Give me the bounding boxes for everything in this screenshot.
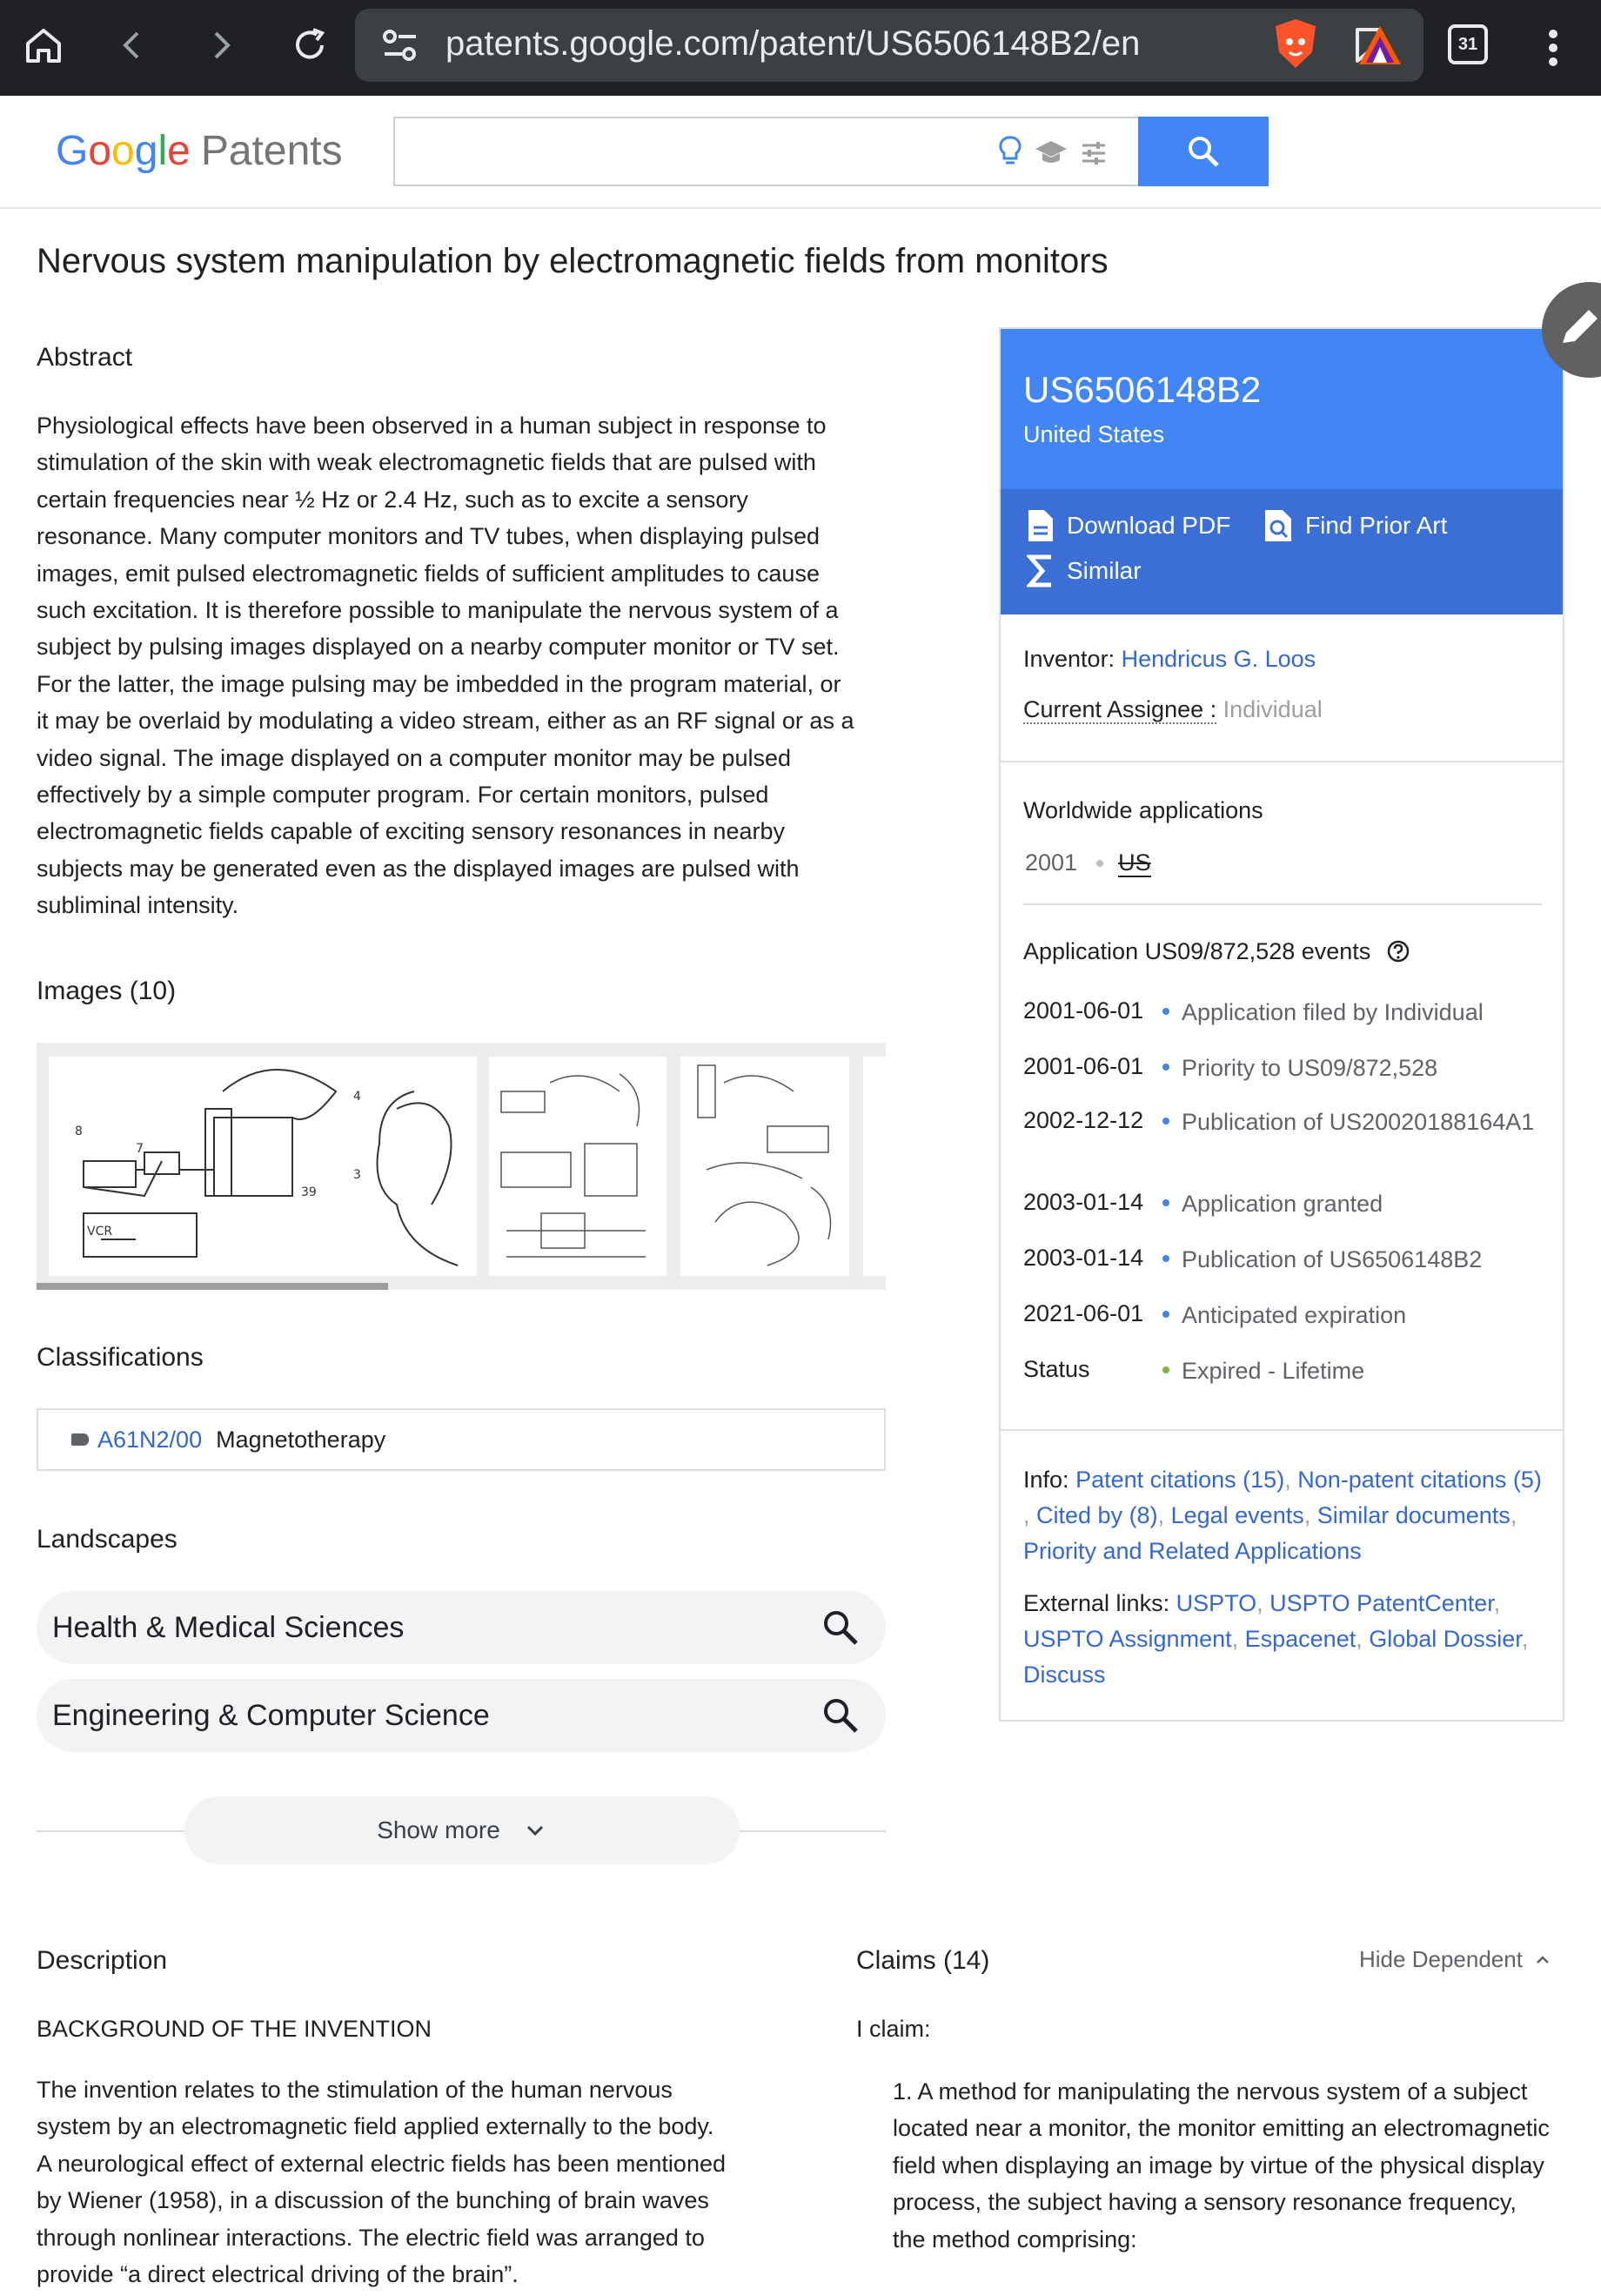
similar-button[interactable]: Similar	[1027, 554, 1142, 588]
uspto-patentcenter-link[interactable]: USPTO PatentCenter	[1269, 1590, 1494, 1616]
scholar-icon[interactable]	[1034, 139, 1068, 170]
description-paragraph: The invention relates to the stimulation of the human nervous system by an electromagnetic field applied externally to the body. A neurological effect of external electric fields has been mentioned by Wiener (1958), in a discussion of the bunching of brain waves through nonlinear interactions. The electric field was arranged to provide “a direct electrical driving of the brain”.	[37, 2077, 726, 2288]
similar-documents-link[interactable]: Similar documents	[1316, 1502, 1511, 1528]
claim-item: 1. A method for manipulating the nervous system of a subject located near a monitor, the monitor emitting an electromagnetic field when displaying an image by virtue of the physical display process, the subject having a sensory resonance frequency, the method comprising:	[893, 2078, 1550, 2252]
reload-icon[interactable]	[282, 17, 338, 73]
svg-text:4: 4	[353, 1090, 361, 1104]
menu-icon[interactable]	[1549, 30, 1559, 71]
worldwide-app-row[interactable]: 2001 US	[1025, 849, 1151, 876]
svg-text:3: 3	[353, 1168, 361, 1182]
landscapes-heading: Landscapes	[37, 1525, 178, 1554]
download-pdf-button[interactable]: Download PDF	[1027, 508, 1230, 543]
chevron-up-icon	[1533, 1953, 1552, 1967]
classification-label: Magnetotherapy	[216, 1426, 386, 1453]
svg-text:8: 8	[75, 1125, 83, 1138]
assignee-value: Individual	[1223, 696, 1323, 722]
home-icon[interactable]	[16, 17, 71, 73]
info-links: Info: Patent citations (15), Non-patent citations (5) , Cited by (8), Legal events, Similar documents, Priority and Related Applications	[1023, 1467, 1542, 1564]
search-button[interactable]	[1138, 117, 1269, 186]
images-heading: Images (10)	[37, 977, 177, 1005]
abstract-heading: Abstract	[37, 343, 133, 372]
prior-art-icon	[1263, 508, 1293, 543]
claims-intro: I claim:	[856, 2016, 931, 2042]
global-dossier-link[interactable]: Global Dossier	[1369, 1626, 1522, 1652]
card-actions	[1001, 489, 1563, 614]
card-header	[1001, 329, 1563, 489]
filter-icon[interactable]	[1081, 141, 1107, 170]
page-title: Nervous system manipulation by electromagnetic fields from monitors	[37, 242, 1109, 280]
google-patents-logo[interactable]: Google Patents	[56, 128, 343, 174]
description-subheading: BACKGROUND OF THE INVENTION	[37, 2016, 432, 2042]
patent-country: United States	[1023, 421, 1165, 447]
legal-events-link[interactable]: Legal events	[1170, 1502, 1304, 1528]
patent-summary-card: US6506148B2 United States Download PDF Find Prior Art Similar Inventor: Hendricus G. Loos Current Assignee : Individual Worldwide applications 2001 US Application US09/872,528 events 2001-06-01 Application filed by Individual 2001-06-01 Priority to US09/872,528 2002-12-12 Publication of US20020188164A1 2003-01-14 Application granted 2003-01-14 Publication of US6506148B2 2021-06-01 Anticipated expiration Status Expired - Lifetime Info: Patent citations (15), Non-patent citations (5) , Cited by (8), Legal events, Similar documents, Priority and Related Applications External links: USPTO, USPTO PatentCenter, USPTO Assignment, Espacenet, Global Dossier, Discuss	[999, 327, 1564, 1722]
assignee-row: Current Assignee : Individual	[1023, 696, 1323, 722]
non-patent-citations-link[interactable]: Non-patent citations (5)	[1297, 1467, 1542, 1493]
patent-drawing-thumbnail[interactable]	[49, 1057, 477, 1276]
classification-item	[37, 1408, 886, 1471]
url-text[interactable]: patents.google.com/patent/US6506148B2/en	[445, 24, 1141, 63]
inventor-row: Inventor: Hendricus G. Loos	[1023, 646, 1316, 672]
lightbulb-icon[interactable]	[997, 134, 1023, 173]
images-carousel[interactable]	[37, 1043, 886, 1290]
patents-header	[0, 96, 1601, 209]
uspto-link[interactable]: USPTO	[1176, 1590, 1257, 1616]
search-input[interactable]	[393, 117, 1138, 186]
site-settings-icon[interactable]	[381, 28, 419, 67]
address-bar[interactable]	[355, 9, 1423, 82]
divider	[1023, 903, 1542, 905]
external-links: External links: USPTO, USPTO PatentCenter, USPTO Assignment, Espacenet, Global Dossier, Discuss	[1023, 1590, 1529, 1688]
patent-drawing-thumbnail[interactable]	[680, 1057, 849, 1276]
espacenet-link[interactable]: Espacenet	[1244, 1626, 1356, 1652]
back-icon[interactable]	[104, 17, 160, 73]
patent-drawing-thumbnail[interactable]	[863, 1057, 886, 1276]
priority-applications-link[interactable]: Priority and Related Applications	[1023, 1538, 1362, 1564]
patent-drawing-thumbnail[interactable]	[489, 1057, 667, 1276]
uspto-assignment-link[interactable]: USPTO Assignment	[1023, 1626, 1232, 1652]
svg-text:39: 39	[301, 1185, 317, 1199]
brave-rewards-icon[interactable]	[1357, 24, 1403, 70]
landscape-label: Engineering & Computer Science	[52, 1698, 490, 1732]
abstract-text: Physiological effects have been observed in a human subject in response to stimulation of the skin with weak electromagnetic fields that are pulsed with certain frequencies near ½ Hz or 2.4 Hz, such as to excite a sensory resonance. Many computer monitors and TV tubes, when displaying pulsed images, emit pulsed electromagnetic fields of sufficient amplitudes to cause such excitation. It is therefore possible to manipulate the nervous system of a subject by pulsing images displayed on a nearby computer monitor or TV set. For the latter, the image pulsing may be imbedded in the program material, or it may be overlaid by modulating a video stream, either as an RF signal or as a video signal. The image displayed on a computer monitor may be pulsed effectively by a simple computer program. For certain monitors, pulsed electromagnetic fields capable of exciting sensory resonances in nearby subjects may be generated even as the displayed images are pulsed with subliminal intensity.	[37, 413, 854, 919]
find-prior-art-button[interactable]: Find Prior Art	[1263, 508, 1447, 543]
landscape-item[interactable]	[37, 1679, 886, 1752]
chevron-down-icon	[523, 1822, 547, 1839]
svg-text:VCR: VCR	[87, 1225, 113, 1239]
help-icon	[1386, 939, 1410, 963]
classification-code-link[interactable]: A61N2/00	[97, 1426, 203, 1453]
forward-icon[interactable]	[193, 17, 249, 73]
patent-number: US6506148B2	[1023, 369, 1262, 410]
claims-heading: Claims (14)	[856, 1946, 990, 1975]
browser-toolbar	[0, 0, 1601, 96]
landscape-item[interactable]	[37, 1591, 886, 1664]
show-more-button[interactable]: Show more	[184, 1796, 740, 1864]
patent-citations-link[interactable]: Patent citations (15)	[1075, 1467, 1285, 1493]
description-heading: Description	[37, 1946, 168, 1975]
classifications-heading: Classifications	[37, 1343, 204, 1372]
cited-by-link[interactable]: Cited by (8)	[1036, 1502, 1158, 1528]
search-icon[interactable]	[821, 1696, 860, 1742]
sigma-icon	[1027, 554, 1055, 588]
hide-dependent-button[interactable]: Hide Dependent	[1359, 1946, 1552, 1973]
tab-count-button[interactable]: 31	[1448, 24, 1488, 64]
search-icon	[1186, 134, 1221, 169]
landscape-label: Health & Medical Sciences	[52, 1610, 405, 1644]
tag-icon	[71, 1433, 89, 1446]
carousel-scrollbar[interactable]	[37, 1283, 388, 1290]
brave-shield-icon[interactable]	[1272, 17, 1319, 74]
inventor-link[interactable]: Hendricus G. Loos	[1121, 646, 1316, 672]
pdf-icon	[1027, 508, 1055, 543]
discuss-link[interactable]: Discuss	[1023, 1662, 1106, 1688]
worldwide-heading: Worldwide applications	[1023, 797, 1263, 823]
search-icon[interactable]	[821, 1608, 860, 1655]
divider	[1001, 761, 1563, 762]
divider	[1001, 1429, 1563, 1431]
svg-text:7: 7	[136, 1142, 144, 1156]
events-heading: Application US09/872,528 events	[1023, 938, 1410, 965]
pencil-icon	[1554, 303, 1601, 355]
